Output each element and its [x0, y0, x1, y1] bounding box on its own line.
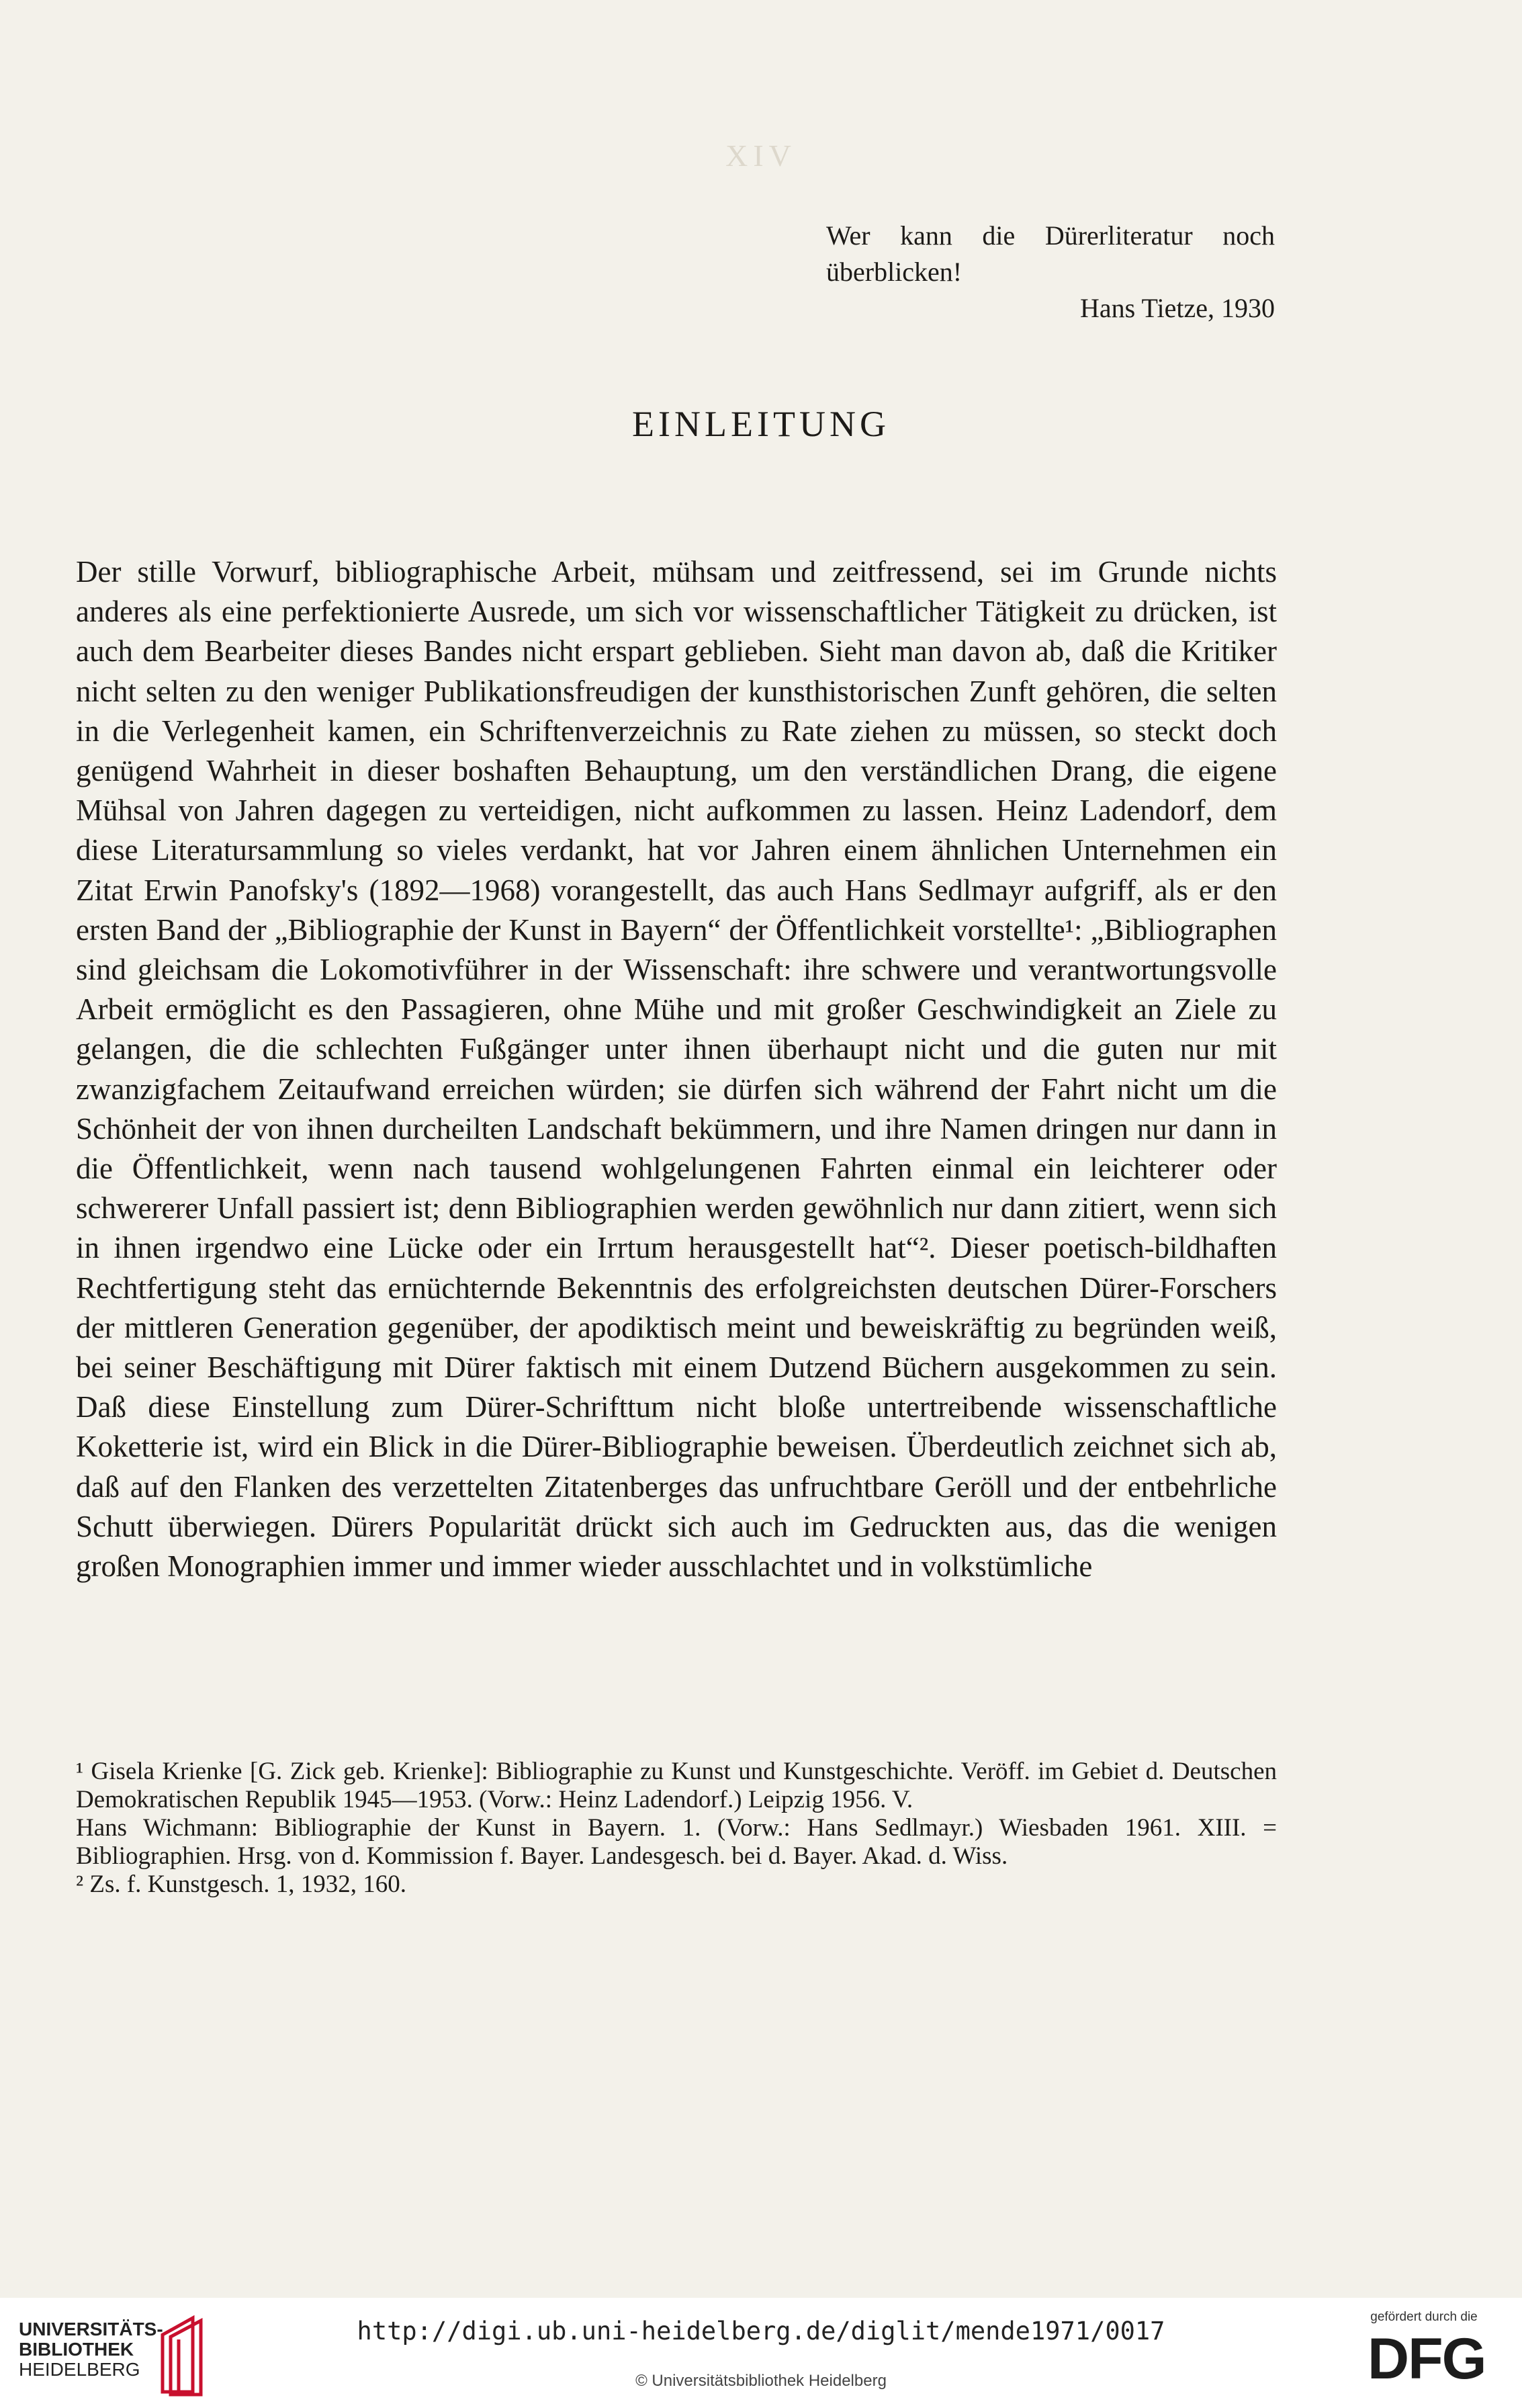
- copyright-notice: © Universitätsbibliothek Heidelberg: [635, 2372, 887, 2390]
- permalink-url[interactable]: http://digi.ub.uni-heidelberg.de/diglit/mende1971/0017: [357, 2317, 1165, 2346]
- epigraph-attribution: Hans Tietze, 1930: [1080, 293, 1275, 323]
- footnote-1-continued: Hans Wichmann: Bibliographie der Kunst in Bayern. 1. (Vorw.: Hans Sedlmayr.) Wiesbaden 1961. XIII. = Bibliographien. Hrsg. von d. Kommission f. Bayer. Landesgesch. bei d. Bayer. Akad. d. Wiss.: [76, 1814, 1277, 1870]
- epigraph: [826, 218, 1275, 327]
- footnote-2: ² Zs. f. Kunstgesch. 1, 1932, 160.: [76, 1870, 407, 1898]
- funding-note: gefördert durch die: [1370, 2310, 1478, 2324]
- body-paragraph: Der stille Vorwurf, bibliographische Arbeit, mühsam und zeitfressend, sei im Grunde nichts anderes als eine perfektionierte Ausrede, um sich vor wissenschaftlicher Tätigkeit zu drücken, ist auch dem Bearbeiter dieses Bandes nicht erspart geblieben. Sieht man davon ab, daß die Kritiker nicht selten zu den weniger Publikationsfreudigen der kunsthistorischen Zunft gehören, die selten in die Verlegenheit kamen, ein Schriftenverzeichnis zu Rate ziehen zu müssen, so steckt doch genügend Wahrheit in dieser boshaften Behauptung, um den verständlichen Drang, die eigene Mühsal von Jahren dagegen zu verteidigen, nicht aufkommen zu lassen. Heinz Ladendorf, dem diese Literatursammlung so vieles verdankt, hat vor Jahren einem ähnlichen Unternehmen ein Zitat Erwin Panofsky's (1892—1968) vorangestellt, das auch Hans Sedlmayr aufgriff, als er den ersten Band der „Bibliographie der Kunst in Bayern“ der Öffentlichkeit vorstellte¹: „Bibliographen sind gleichsam die Lokomotivführer in der Wissenschaft: ihre schwere und verantwortungsvolle Arbeit ermöglicht es den Passagieren, ohne Mühe und mit großer Geschwindigkeit an Ziele zu gelangen, die die schlechten Fußgänger unter ihnen überhaupt nicht und die guten nur mit zwanzigfachem Zeitaufwand erreichen würden; sie dürfen sich während der Fahrt nicht um die Schönheit der von ihnen durcheilten Landschaft bekümmern, und ihre Namen dringen nur dann in die Öffentlichkeit, wenn nach tausend wohlgelungenen Fahrten einmal ein leichterer oder schwererer Unfall passiert ist; denn Bibliographien werden gewöhnlich nur dann zitiert, wenn sich in ihnen irgendwo eine Lücke oder ein Irrtum herausgestellt hat“². Dieser poetisch-bildhaften Rechtfertigung steht das ernüchternde Bekenntnis des erfolgreichsten deutschen Dürer-Forschers der mittleren Generation gegenüber, der apodiktisch meint und beweiskräftig zu begründen weiß, bei seiner Beschäftigung mit Dürer faktisch mit einem Dutzend Büchern ausgekommen zu sein. Daß diese Einstellung zum Dürer-Schrifttum nicht bloße untertreibende wissenschaftliche Koketterie ist, wird ein Blick in die Dürer-Bibliographie beweisen. Überdeutlich zeichnet sich ab, daß auf den Flanken des verzettelten Zitatenberges das unfruchtbare Geröll und der entbehrliche Schutt überwiegen. Dürers Popularität drückt sich auch im Gedruckten aus, das die wenigen großen Monographien immer und immer wieder ausschlachtet und in volkstümliche: [76, 555, 1277, 1584]
- epigraph-quote: Wer kann die Dürerliteratur noch überblicken!: [826, 220, 1275, 287]
- dfg-logo: DFG: [1368, 2327, 1486, 2391]
- chapter-heading: EINLEITUNG: [632, 404, 890, 444]
- digitization-footer: [0, 2298, 1522, 2408]
- show-through-page-number: XIV: [725, 138, 797, 173]
- library-name-line1: UNIVERSITÄTS-: [19, 2319, 163, 2339]
- library-name-line3: HEIDELBERG: [19, 2359, 140, 2380]
- footnote-1: ¹ Gisela Krienke [G. Zick geb. Krienke]: Bibliographie zu Kunst und Kunstgeschichte. Veröff. im Gebiet d. Deutschen Demokratischen Republik 1945—1953. (Vorw.: Heinz Ladendorf.) Leipzig 1956. V.: [76, 1758, 1277, 1813]
- footnotes: [76, 1758, 1277, 1899]
- library-name-line2: BIBLIOTHEK: [19, 2339, 134, 2360]
